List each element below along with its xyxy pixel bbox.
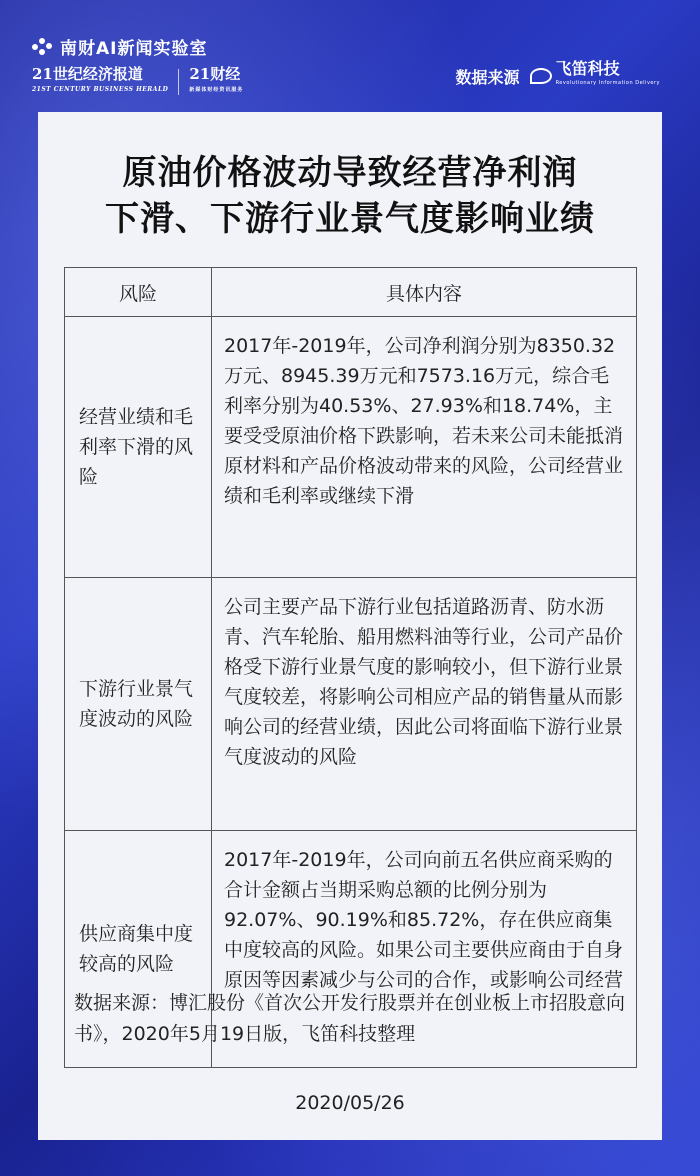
data-source-label: 数据来源 bbox=[455, 67, 520, 87]
risk-table bbox=[64, 267, 637, 1068]
column-header-risk: 风险 bbox=[65, 268, 212, 317]
table-header-row bbox=[65, 268, 637, 317]
title-line-2: 下滑、下游行业景气度影响业绩 bbox=[105, 199, 595, 239]
source-note: 数据来源：博汇股份《首次公开发行股票并在创业板上市招股意向书》，2020年5月19日版，飞笛科技整理 bbox=[74, 992, 626, 1045]
feidi-en: Revolutionary Information Delivery bbox=[555, 80, 660, 86]
lab-logo bbox=[32, 34, 207, 59]
brand-logos bbox=[32, 66, 243, 98]
risk-content-cell: 2017年-2019年，公司向前五名供应商采购的合计金额占当期采购总额的比例分别为92.07%、90.19%和85.72%，存在供应商集中度较高的风险。如果公司主要供应商由于自身原因等因素减少与公司的合作，或影响公司经营 bbox=[212, 831, 637, 1068]
table-row bbox=[65, 578, 637, 831]
risk-name-cell: 经营业绩和毛利率下滑的风险 bbox=[65, 317, 212, 578]
table-row bbox=[65, 317, 637, 578]
brand-21cbh bbox=[32, 66, 168, 98]
feidi-logo bbox=[530, 59, 660, 90]
brand-21cbh-name: 21世纪经济报道 bbox=[32, 65, 143, 83]
feidi-logo-icon bbox=[530, 68, 552, 84]
title-line-1: 原油价格波动导致经营净利润 bbox=[122, 153, 578, 193]
lab-logo-icon bbox=[32, 38, 54, 56]
brand-21caijing-name: 21财经 bbox=[189, 65, 241, 83]
brand-21caijing-en: 新媒体财经资讯服务 bbox=[189, 87, 244, 93]
page-title bbox=[38, 150, 662, 242]
column-header-content: 具体内容 bbox=[212, 268, 637, 317]
content-card bbox=[38, 112, 662, 1140]
risk-name-cell: 供应商集中度较高的风险 bbox=[65, 831, 212, 1068]
publish-date: 2020/05/26 bbox=[295, 1092, 405, 1114]
data-source-badge bbox=[455, 59, 660, 90]
brand-divider bbox=[178, 69, 179, 95]
feidi-name: 飞笛科技 bbox=[555, 59, 620, 78]
risk-name-cell: 下游行业景气度波动的风险 bbox=[65, 578, 212, 831]
brand-21cbh-en: 21ST CENTURY BUSINESS HERALD bbox=[32, 86, 169, 93]
risk-content-cell: 公司主要产品下游行业包括道路沥青、防水沥青、汽车轮胎、船用燃料油等行业，公司产品价格受下游行业景气度的影响较小，但下游行业景气度较差，将影响公司相应产品的销售量从而影响公司的经营业绩，因此公司将面临下游行业景气度波动的风险 bbox=[212, 578, 637, 831]
header-banner bbox=[0, 0, 700, 110]
brand-21caijing bbox=[189, 66, 243, 98]
lab-name: 南财AI新闻实验室 bbox=[60, 39, 208, 59]
risk-content-cell: 2017年-2019年，公司净利润分别为8350.32万元、8945.39万元和7573.16万元，综合毛利率分别为40.53%、27.93%和18.74%，主要受受原油价格下跌影响，若未来公司未能抵消原材料和产品价格波动带来的风险，公司经营业绩和毛利率或继续下滑 bbox=[212, 317, 637, 578]
